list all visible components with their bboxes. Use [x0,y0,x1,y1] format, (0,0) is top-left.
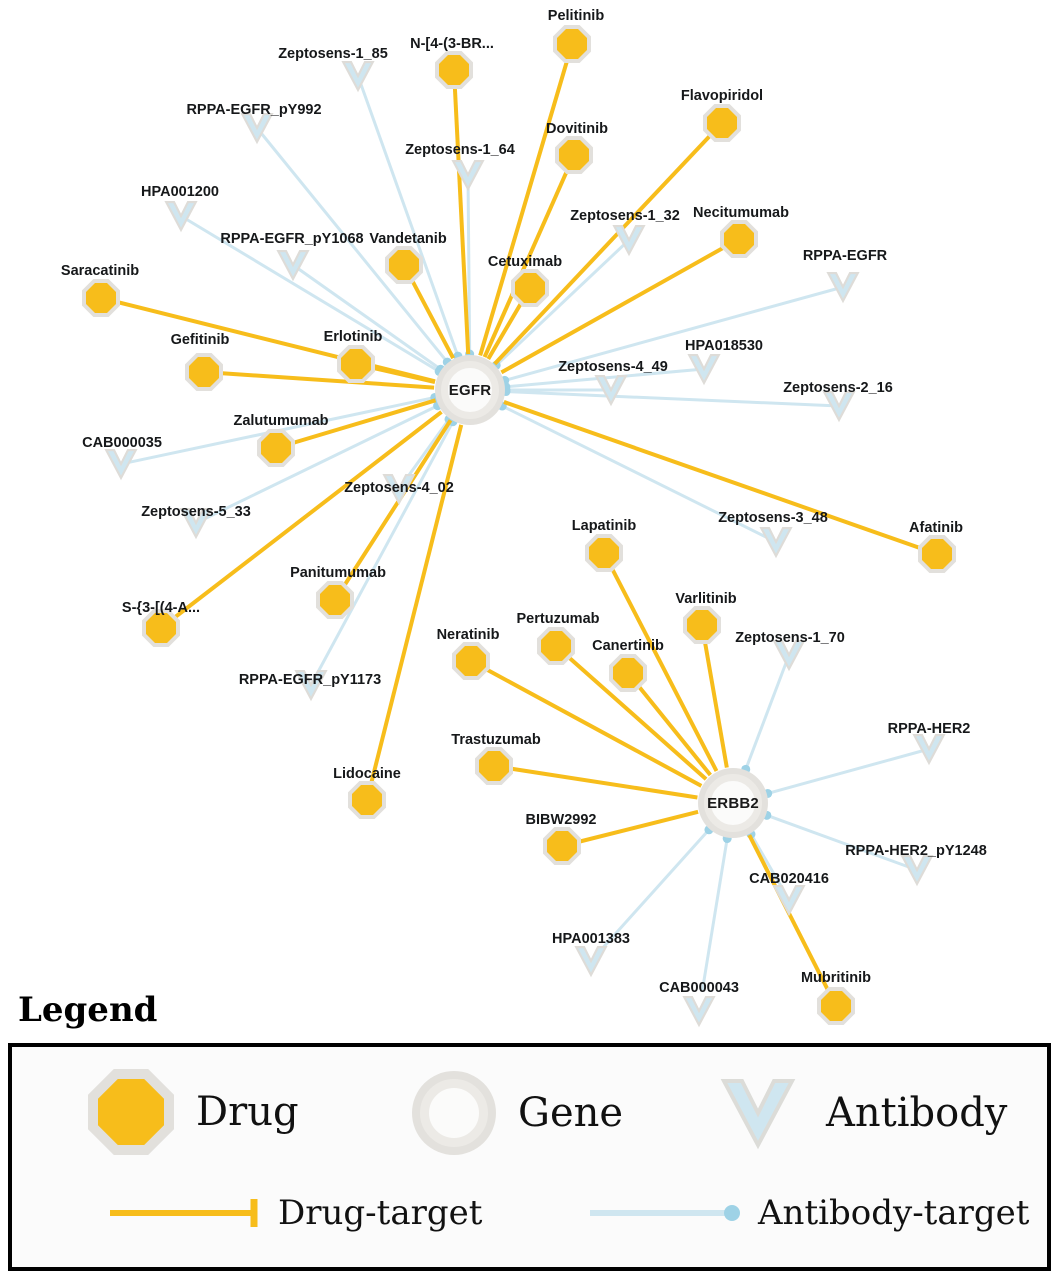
drug-octagon-icon [707,108,737,138]
drug-node[interactable] [543,827,581,865]
antibody-node-label: Zeptosens-3_48 [718,510,828,526]
drug-octagon-icon [922,539,952,569]
legend-label-antibody-target: Antibody-target [758,1193,1030,1233]
antibody-chevron-icon [448,155,488,195]
drug-node-label: Panitumumab [290,565,386,581]
legend-label-antibody: Antibody [826,1090,1008,1136]
drug-node[interactable] [82,279,120,317]
drug-node-label: Pertuzumab [516,611,600,627]
drug-octagon-icon [515,273,545,303]
antibody-chevron-icon [273,245,313,285]
drug-node-label: N-[4-(3-BR... [410,36,494,52]
drug-node[interactable] [817,987,855,1025]
drug-octagon-icon [261,433,291,463]
antibody-node-label: CAB020416 [749,871,829,887]
drug-octagon-icon [589,538,619,568]
antibody-node-label: Zeptosens-2_16 [783,380,893,396]
drug-node[interactable] [555,136,593,174]
drug-node-label: Pelitinib [547,8,605,24]
antibody-node-label: HPA001383 [552,931,630,947]
drug-octagon-icon [821,991,851,1021]
antibody-node-label: Zeptosens-5_33 [141,504,251,520]
drug-target-edge [494,766,697,797]
drug-node-label: Cetuximab [487,254,563,270]
drug-octagon-icon [352,785,382,815]
antibody-chevron-icon [338,56,378,96]
drug-octagon-icon [88,1069,174,1155]
drug-node-label: Lapatinib [571,518,637,534]
drug-node[interactable] [257,429,295,467]
drug-target-edge-icon [108,1193,268,1233]
antibody-target-edge [311,422,453,685]
antibody-node[interactable] [684,349,724,389]
antibody-target-edge [768,749,929,793]
antibody-chevron-icon [823,267,863,307]
legend-box [8,1043,1051,1271]
antibody-node-label: Zeptosens-4_49 [558,359,668,375]
drug-node[interactable] [337,345,375,383]
antibody-node-label: RPPA-HER2 [887,721,971,737]
drug-node-label: Gefitinib [170,332,230,348]
drug-octagon-icon [86,283,116,313]
drug-octagon-icon [439,55,469,85]
drug-target-edge [454,70,468,354]
drug-octagon-icon [320,585,350,615]
drug-node-label: Saracatinib [60,263,140,279]
drug-target-edge [504,402,937,554]
gene-node[interactable] [435,355,505,425]
antibody-node[interactable] [591,370,631,410]
antibody-node-label: HPA001200 [141,184,219,200]
drug-node[interactable] [511,269,549,307]
drug-node-label: Lidocaine [333,766,401,782]
antibody-chevron-icon [161,196,201,236]
antibody-node-label: RPPA-EGFR_pY1173 [238,672,382,688]
drug-node[interactable] [720,220,758,258]
antibody-node-label: CAB000043 [659,980,739,996]
antibody-node-label: Zeptosens-1_70 [735,630,845,646]
antibody-chevron-icon [591,370,631,410]
gene-ring-icon [412,1071,496,1155]
drug-node-label: Mubritinib [800,970,872,986]
drug-node[interactable] [452,642,490,680]
antibody-target-edge [699,839,727,990]
antibody-node-label: Zeptosens-1_64 [405,142,515,158]
drug-octagon-icon [479,751,509,781]
gene-ring-icon [441,361,499,419]
drug-node-label: S-{3-[(4-A... [121,600,201,616]
drug-node-label: Afatinib [909,520,963,536]
drug-octagon-icon [146,613,176,643]
antibody-node[interactable] [823,267,863,307]
legend-item-gene [412,1071,623,1155]
antibody-node-label: RPPA-EGFR_pY1068 [220,231,364,247]
antibody-node[interactable] [609,220,649,260]
drug-node-label: Necitumumab [693,205,789,221]
antibody-chevron-icon [756,522,796,562]
gene-node-label: EGFR [448,381,492,399]
drug-octagon-icon [547,831,577,861]
antibody-chevron-icon [679,991,719,1031]
drug-node[interactable] [609,654,647,692]
drug-node[interactable] [585,534,623,572]
antibody-node-label: HPA018530 [685,338,763,354]
drug-node-label: Canertinib [592,638,664,654]
drug-node-label: Dovitinib [545,121,609,137]
drug-octagon-icon [557,29,587,59]
antibody-node-label: Zeptosens-4_02 [344,480,454,496]
drug-octagon-icon [456,646,486,676]
legend-item-antibody [712,1067,1007,1159]
drug-octagon-icon [389,250,419,280]
antibody-chevron-icon [712,1067,804,1159]
drug-octagon-icon [613,658,643,688]
drug-octagon-icon [724,224,754,254]
drug-node-label: Vandetanib [369,231,447,247]
antibody-target-edge-icon [588,1193,748,1233]
antibody-node-label: RPPA-HER2_pY1248 [845,843,987,859]
legend-label-drug-target: Drug-target [278,1193,483,1233]
legend-title: Legend [18,990,158,1030]
drug-node[interactable] [703,104,741,142]
legend-label-drug: Drug [196,1089,299,1135]
legend-item-drug [88,1069,299,1155]
drug-node-label: Trastuzumab [451,732,541,748]
drug-octagon-icon [541,631,571,661]
drug-node[interactable] [918,535,956,573]
antibody-node[interactable] [448,155,488,195]
drug-node[interactable] [475,747,513,785]
drug-node-label: BIBW2992 [525,812,597,828]
antibody-node-label: Zeptosens-1_32 [570,208,680,224]
drug-octagon-icon [341,349,371,379]
drug-target-edge [628,673,710,775]
drug-octagon-icon [189,357,219,387]
drug-node[interactable] [385,246,423,284]
legend-item-drug-target [108,1193,482,1233]
drug-node[interactable] [316,581,354,619]
antibody-node-label: RPPA-EGFR [802,248,888,264]
drug-node-label: Flavopiridol [680,88,764,104]
antibody-chevron-icon [684,349,724,389]
drug-node-label: Zalutumumab [233,413,329,429]
antibody-chevron-icon [609,220,649,260]
antibody-node[interactable] [161,196,201,236]
drug-octagon-icon [687,610,717,640]
drug-node-label: Erlotinib [323,329,383,345]
drug-node-label: Varlitinib [675,591,737,607]
antibody-chevron-icon [571,941,611,981]
antibody-node[interactable] [571,941,611,981]
drug-node[interactable] [683,606,721,644]
drug-node[interactable] [553,25,591,63]
gene-ring-icon [704,774,762,832]
gene-node[interactable] [698,768,768,838]
antibody-node-label: Zeptosens-1_85 [278,46,388,62]
drug-node[interactable] [537,627,575,665]
legend-item-antibody-target [588,1193,1029,1233]
antibody-node[interactable] [756,522,796,562]
antibody-node[interactable] [273,245,313,285]
drug-node[interactable] [185,353,223,391]
legend-label-gene: Gene [518,1090,624,1136]
drug-octagon-icon [559,140,589,170]
antibody-node[interactable] [679,991,719,1031]
gene-node-label: ERBB2 [707,794,759,812]
antibody-node-label: RPPA-EGFR_pY992 [186,102,322,118]
drug-node[interactable] [348,781,386,819]
antibody-node[interactable] [338,56,378,96]
drug-node[interactable] [435,51,473,89]
drug-node-label: Neratinib [436,627,500,643]
antibody-node-label: CAB000035 [82,435,162,451]
